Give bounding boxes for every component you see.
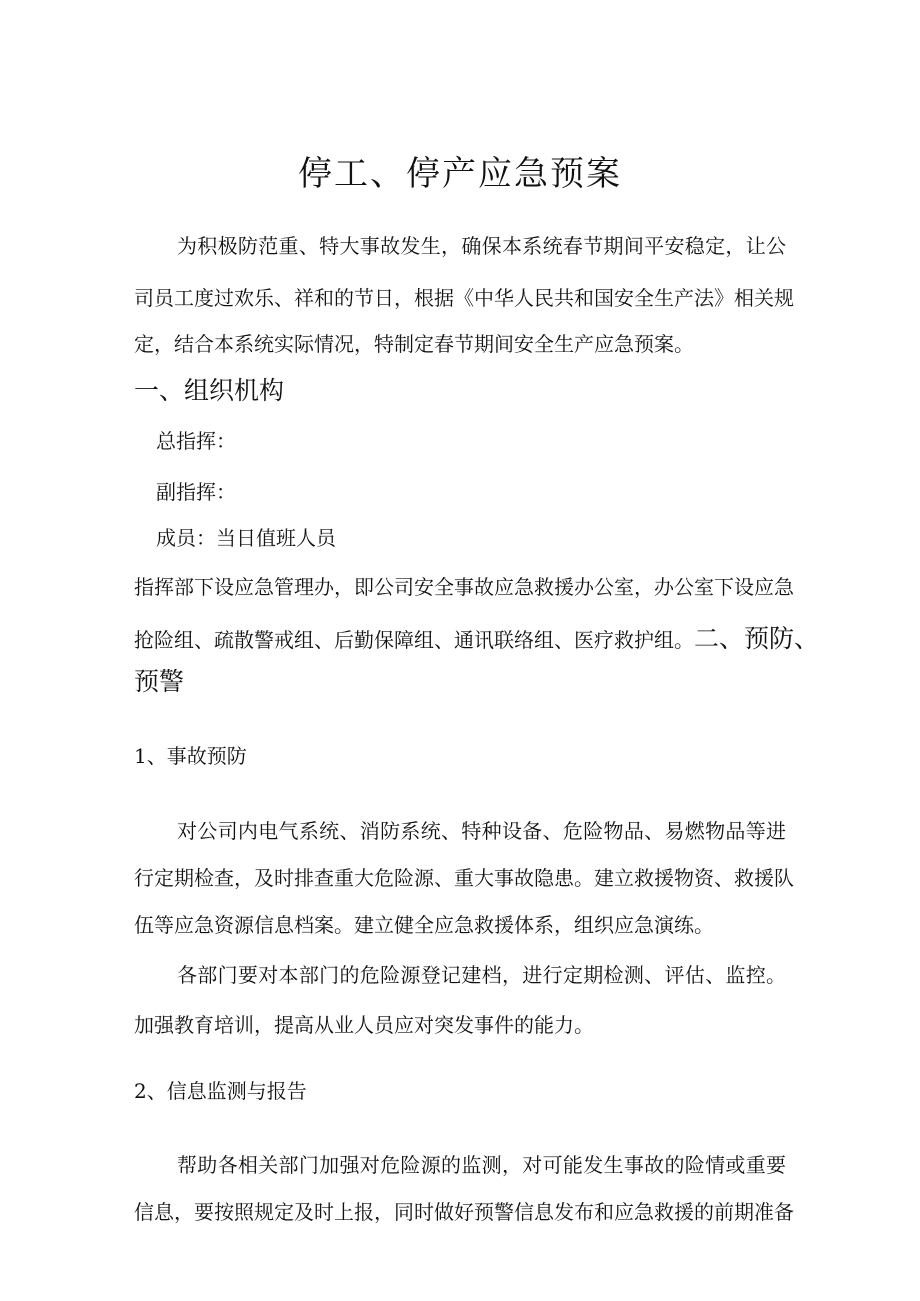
prevention-para1-line-3: 伍等应急资源信息档案。建立健全应急救援体系，组织应急演练。 — [134, 913, 714, 937]
intro-line-3: 定，结合本系统实际情况，特制定春节期间安全生产应急预案。 — [134, 332, 694, 356]
prevention-para2-line-2: 加强教育培训，提高从业人员应对突发事件的能力。 — [134, 1013, 594, 1037]
section-heading-organization: 一、组织机构 — [134, 376, 285, 405]
monitoring-para-line-2: 信息，要按照规定及时上报，同时做好预警信息发布和应急救援的前期准备 — [134, 1200, 794, 1224]
document-title: 停工、停产应急预案 — [298, 154, 622, 194]
office-line-2-text: 抢险组、疏散警戒组、后勤保障组、通讯联络组、医疗救护组。 — [134, 628, 694, 652]
prevention-para1-line-2: 行定期检查，及时排查重大危险源、重大事故隐患。建立救援物资、救援队 — [134, 866, 794, 890]
deputy-line: 副指挥： — [156, 480, 236, 504]
members-line: 成员：当日值班人员 — [156, 526, 336, 550]
sub-heading-monitoring-report: 2、信息监测与报告 — [134, 1079, 307, 1103]
intro-line-1: 为积极防范重、特大事故发生，确保本系统春节期间平安稳定，让公 — [177, 234, 786, 258]
office-line-1: 指挥部下设应急管理办，即公司安全事故应急救援办公室，办公室下设应急 — [134, 575, 794, 599]
office-line-2 — [134, 626, 819, 653]
monitoring-para-line-1: 帮助各相关部门加强对危险源的监测，对可能发生事故的险情或重要 — [177, 1153, 786, 1177]
prevention-para1-line-1: 对公司内电气系统、消防系统、特种设备、危险物品、易燃物品等进 — [177, 819, 786, 843]
section-heading-prevention-cont: 预警 — [134, 667, 185, 696]
intro-line-2: 司员工度过欢乐、祥和的节日，根据《中华人民共和国安全生产法》相关规 — [134, 286, 794, 310]
sub-heading-accident-prevention: 1、事故预防 — [134, 744, 247, 768]
commander-line: 总指挥： — [156, 429, 236, 453]
section-heading-prevention: 二、预防、 — [694, 624, 820, 653]
prevention-para2-line-1: 各部门要对本部门的危险源登记建档，进行定期检测、评估、监控。 — [177, 963, 786, 987]
